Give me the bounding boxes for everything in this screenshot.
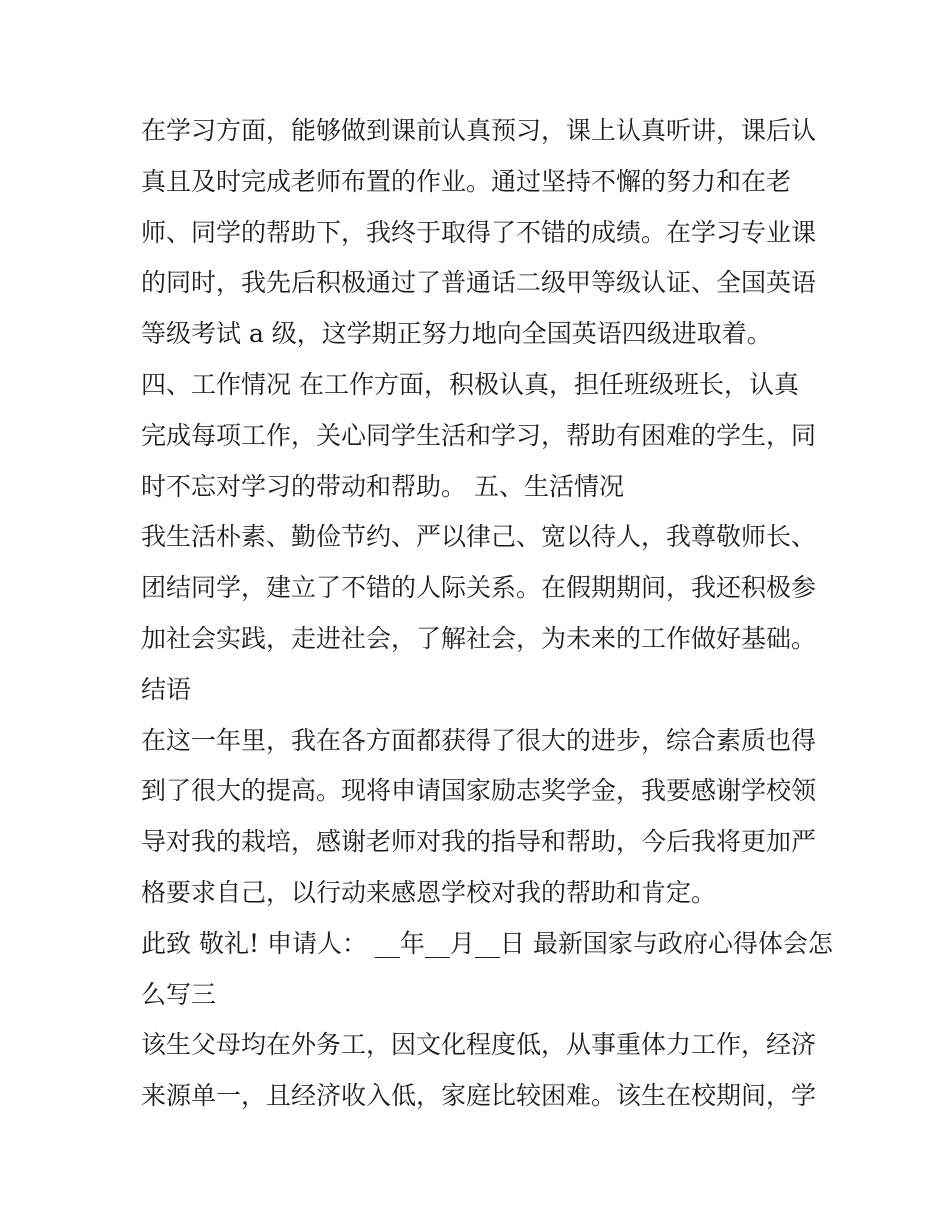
text-line: 在这一年里，我在各方面都获得了很大的进步，综合素质也得: [141, 725, 817, 755]
text-line: 团结同学，建立了不错的人际关系。在假期期间，我还积极参: [141, 573, 817, 603]
document-body: [141, 106, 833, 1122]
text-line: 到了很大的提高。现将申请国家励志奖学金，我要感谢学校领: [141, 776, 817, 806]
section-heading-work: 四、工作情况 在工作方面，积极认真，担任班级班长，认真: [141, 369, 799, 399]
text-line: 导对我的栽培，感谢老师对我的指导和帮助，今后我将更加严: [141, 827, 817, 857]
text-line: 我生活朴素、勤俭节约、严以律己、宽以待人，我尊敬师长、: [141, 522, 817, 552]
text-line: 格要求自己，以行动来感恩学校对我的帮助和肯定。: [141, 877, 717, 907]
text-line: 师、同学的帮助下，我终于取得了不错的成绩。在学习专业课: [141, 217, 817, 247]
text-line: 么写三: [141, 979, 217, 1009]
text-line: 加社会实践，走进社会，了解社会，为未来的工作做好基础。: [141, 623, 817, 653]
text-line: 完成每项工作，关心同学生活和学习，帮助有困难的学生，同: [141, 420, 817, 450]
text-line: 等级考试 a 级，这学期正努力地向全国英语四级进取着。: [141, 319, 772, 349]
section-heading-conclusion: 结语: [141, 674, 192, 704]
text-line: 真且及时完成老师布置的作业。通过坚持不懈的努力和在老: [141, 166, 792, 196]
text-line: 的同时，我先后积极通过了普通话二级甲等级认证、全国英语: [141, 268, 817, 298]
text-line: 时不忘对学习的带动和帮助。 五、生活情况: [141, 471, 624, 501]
closing-signature-line: 此致 敬礼! 申请人： __年__月__日 最新国家与政府心得体会怎: [141, 928, 833, 958]
text-line: 在学习方面，能够做到课前认真预习，课上认真听讲，课后认: [141, 116, 817, 145]
text-line: 来源单一，且经济收入低，家庭比较困难。该生在校期间，学: [141, 1081, 817, 1111]
text-line: 该生父母均在外务工，因文化程度低，从事重体力工作，经济: [141, 1030, 817, 1060]
